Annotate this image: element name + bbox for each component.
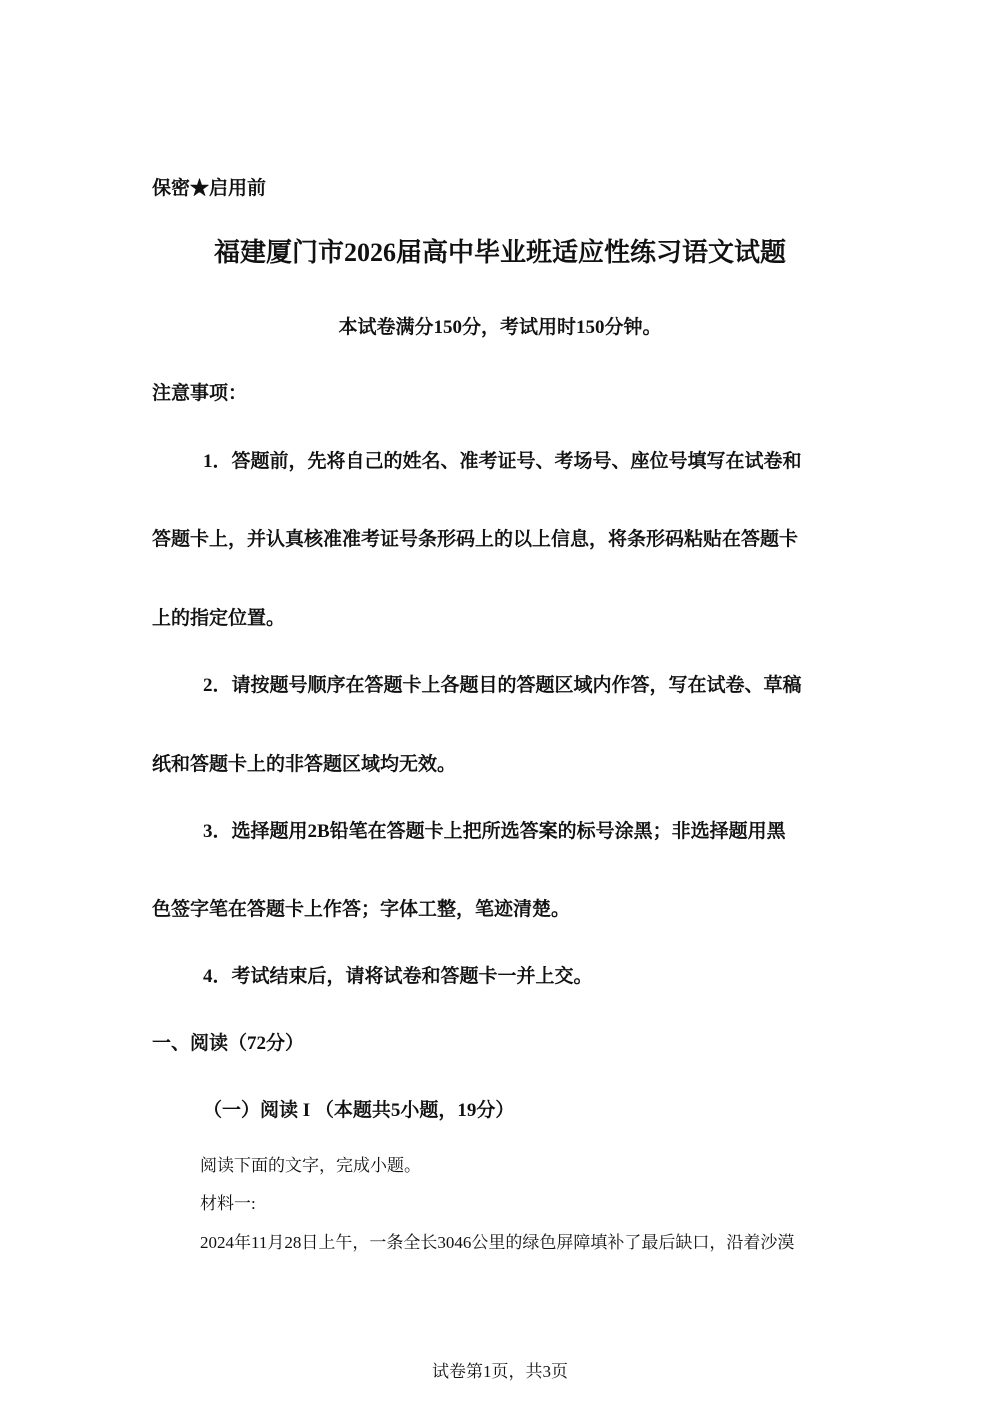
material-label: 材料一: (200, 1194, 256, 1213)
exam-title: 福建厦门市2026届高中毕业班适应性练习语文试题 (213, 238, 786, 267)
subsection-heading: （一）阅读 I （本题共5小题，19分） (203, 1100, 515, 1121)
notice-item-3-line-1: 3．选择题用2B铅笔在答题卡上把所选答案的标号涂黑；非选择题用黑 (203, 821, 786, 842)
confidential-label: 保密★启用前 (152, 178, 267, 199)
notice-item-4-line-1: 4．考试结束后，请将试卷和答题卡一并上交。 (203, 966, 593, 987)
page-footer: 试卷第1页，共3页 (432, 1362, 568, 1381)
notice-heading: 注意事项： (152, 383, 248, 404)
notice-item-2-line-1: 2．请按题号顺序在答题卡上各题目的答题区域内作答，写在试卷、草稿 (203, 675, 802, 696)
notice-item-1-line-2: 答题卡上，并认真核准准考证号条形码上的以上信息，将条形码粘贴在答题卡 (152, 529, 799, 550)
notice-item-3-line-2: 色签字笔在答题卡上作答；字体工整，笔迹清楚。 (152, 899, 571, 920)
exam-subtitle: 本试卷满分150分，考试用时150分钟。 (338, 317, 662, 338)
notice-item-1-line-3: 上的指定位置。 (152, 608, 286, 629)
notice-item-1-line-1: 1．答题前，先将自己的姓名、准考证号、考场号、座位号填写在试卷和 (203, 451, 802, 472)
reading-instruction: 阅读下面的文字，完成小题。 (200, 1156, 421, 1175)
notice-item-2-line-2: 纸和答题卡上的非答题区域均无效。 (152, 754, 457, 775)
section-heading: 一、阅读（72分） (152, 1033, 305, 1054)
material-text: 2024年11月28日上午，一条全长3046公里的绿色屏障填补了最后缺口，沿着沙漠 (200, 1233, 795, 1252)
